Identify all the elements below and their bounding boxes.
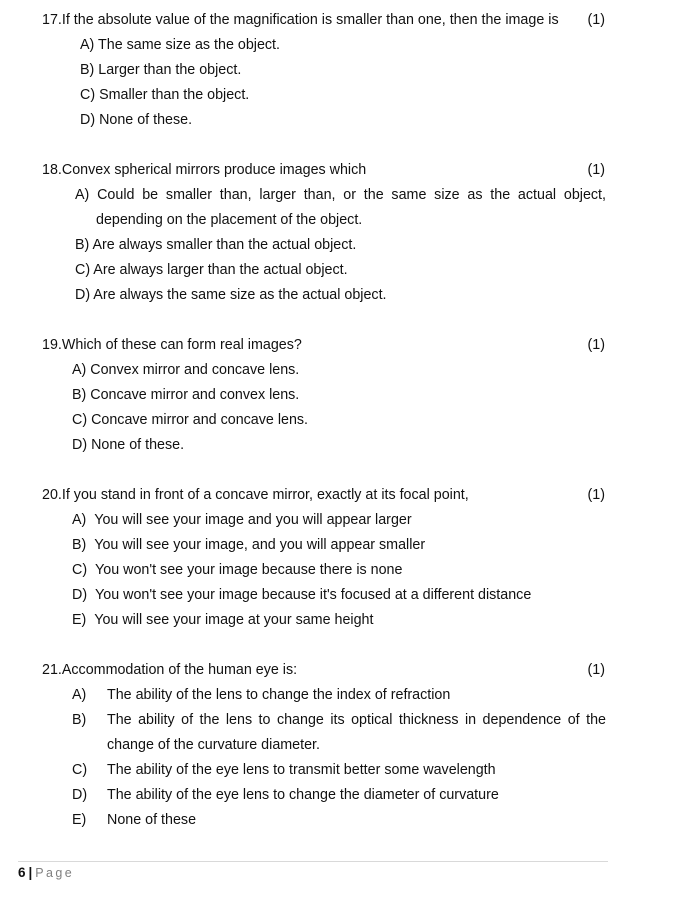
- option-letter: D): [80, 112, 96, 128]
- option-c-text: The ability of the eye lens to transmit better some wavelength: [107, 762, 496, 778]
- page-label: Page: [35, 866, 75, 880]
- question-19-marks: (1): [587, 337, 605, 353]
- option-letter: A): [75, 187, 90, 203]
- question-17-stem: [42, 11, 559, 29]
- option-c: [72, 411, 308, 429]
- option-a: [72, 511, 412, 529]
- option-letter: B): [72, 537, 87, 553]
- option-a-continuation: depending on the placement of the object.: [96, 212, 363, 228]
- option-b-text: The ability of the lens to change its optical thickness in dependence of the: [107, 712, 606, 728]
- option-letter: A): [72, 362, 87, 378]
- option-a-text: The ability of the lens to change the index of refraction: [107, 687, 451, 703]
- option-letter: D): [75, 287, 91, 303]
- question-20-stem: [42, 486, 469, 504]
- option-letter: B): [75, 237, 90, 253]
- option-d: [72, 586, 531, 604]
- option-text: You won't see your image because it's focused at a different distance: [95, 587, 532, 603]
- option-text: Are always smaller than the actual object.: [92, 237, 357, 253]
- option-text: Smaller than the object.: [99, 87, 250, 103]
- question-number: 20.: [42, 487, 62, 503]
- option-b-letter: B): [72, 712, 87, 728]
- option-d: [80, 111, 192, 129]
- question-number: 19.: [42, 337, 62, 353]
- option-letter: E): [72, 612, 87, 628]
- option-letter: C): [72, 562, 88, 578]
- question-19-stem: [42, 336, 302, 354]
- option-letter: B): [72, 387, 87, 403]
- question-number: 21.: [42, 662, 62, 678]
- footer-separator: |: [28, 865, 33, 880]
- option-d: [75, 286, 387, 304]
- footer-divider: [18, 861, 608, 862]
- option-e-text: None of these: [107, 812, 197, 828]
- option-d-letter: D): [72, 787, 88, 803]
- option-text: Are always larger than the actual object.: [93, 262, 348, 278]
- option-c: [80, 86, 249, 104]
- option-b: [72, 386, 299, 404]
- option-b-continuation: change of the curvature diameter.: [107, 737, 320, 753]
- option-a: [72, 361, 299, 379]
- option-text: Convex mirror and concave lens.: [90, 362, 300, 378]
- option-letter: C): [72, 412, 88, 428]
- option-c: [72, 561, 402, 579]
- option-text: None of these.: [91, 437, 185, 453]
- question-text: Which of these can form real images?: [61, 337, 302, 353]
- page-number: 6: [18, 865, 26, 880]
- question-18-marks: (1): [587, 162, 605, 178]
- option-text: You will see your image, and you will appear smaller: [94, 537, 426, 553]
- option-text: Could be smaller than, larger than, or the same size as the actual object,: [97, 187, 606, 203]
- option-letter: C): [75, 262, 91, 278]
- option-text: You will see your image and you will appear larger: [94, 512, 412, 528]
- question-number: 17.: [42, 12, 62, 28]
- question-text: If the absolute value of the magnification is smaller than one, then the image is: [61, 12, 559, 28]
- option-a-letter: A): [72, 687, 87, 703]
- question-17-marks: (1): [587, 12, 605, 28]
- option-letter: D): [72, 437, 88, 453]
- option-text: The same size as the object.: [98, 37, 280, 53]
- option-c: [75, 261, 348, 279]
- option-b: [72, 536, 425, 554]
- question-text: Convex spherical mirrors produce images which: [61, 162, 367, 178]
- option-a: [75, 186, 606, 204]
- option-c-letter: C): [72, 762, 88, 778]
- option-text: Concave mirror and convex lens.: [90, 387, 300, 403]
- option-letter: A): [80, 37, 95, 53]
- option-text: None of these.: [99, 112, 193, 128]
- question-21-marks: (1): [587, 662, 605, 678]
- option-b: [75, 236, 356, 254]
- page-footer: [18, 864, 74, 882]
- option-text: You won't see your image because there is none: [95, 562, 403, 578]
- option-d-text: The ability of the eye lens to change the diameter of curvature: [107, 787, 499, 803]
- option-text: Concave mirror and concave lens.: [91, 412, 309, 428]
- option-text: You will see your image at your same height: [94, 612, 374, 628]
- question-18-stem: [42, 161, 366, 179]
- option-a: [80, 36, 280, 54]
- question-text: If you stand in front of a concave mirror, exactly at its focal point,: [61, 487, 469, 503]
- option-b: [80, 61, 241, 79]
- question-text: Accommodation of the human eye is:: [61, 662, 298, 678]
- option-letter: B): [80, 62, 95, 78]
- question-number: 18.: [42, 162, 62, 178]
- option-text: Larger than the object.: [98, 62, 242, 78]
- option-text: Are always the same size as the actual object.: [93, 287, 387, 303]
- option-letter: A): [72, 512, 87, 528]
- option-d: [72, 436, 184, 454]
- option-e-letter: E): [72, 812, 87, 828]
- question-21-stem: [42, 661, 297, 679]
- option-e: [72, 611, 373, 629]
- option-letter: D): [72, 587, 88, 603]
- option-letter: C): [80, 87, 96, 103]
- question-20-marks: (1): [587, 487, 605, 503]
